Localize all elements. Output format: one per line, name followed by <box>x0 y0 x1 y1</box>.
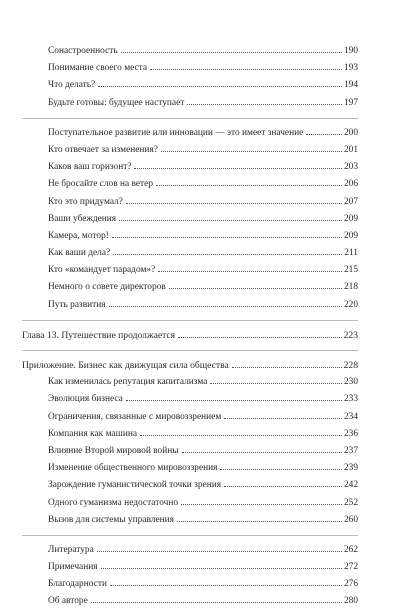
toc-entry-page: 220 <box>343 299 358 310</box>
toc-entry-title: Кто отвечает за изменения? <box>48 144 158 155</box>
toc-group <box>22 125 358 314</box>
dot-leader <box>177 521 342 522</box>
dot-leader <box>126 203 342 204</box>
toc-entry[interactable] <box>22 297 358 314</box>
toc-entry-page: 252 <box>343 497 358 508</box>
toc-entry-title: Ваши убеждения <box>48 213 117 224</box>
toc-entry[interactable] <box>22 495 358 512</box>
toc-chapter-entry[interactable] <box>22 327 358 344</box>
toc-entry-page: 223 <box>343 329 358 341</box>
dot-leader <box>158 271 342 272</box>
dot-leader <box>150 69 342 70</box>
toc-entry[interactable] <box>22 245 358 262</box>
toc-entry-page: 236 <box>343 428 358 439</box>
toc-entry-title: Примечания <box>48 562 98 573</box>
dot-leader <box>126 400 342 401</box>
toc-entry-page: 218 <box>343 282 358 293</box>
dot-leader <box>306 134 342 135</box>
toc-entry-title: Компания как машина <box>48 428 138 439</box>
toc-entry-page: 260 <box>343 514 358 525</box>
dot-leader <box>119 220 342 221</box>
toc-entry[interactable] <box>22 460 358 477</box>
toc-entry[interactable] <box>22 542 358 559</box>
toc-entry-page: 239 <box>343 463 358 474</box>
dot-leader <box>224 486 342 487</box>
toc-entry[interactable] <box>22 194 358 211</box>
toc-entry-page: 203 <box>343 162 358 173</box>
dot-leader <box>187 104 342 105</box>
toc-entry[interactable] <box>22 512 358 529</box>
dot-leader <box>101 568 342 569</box>
toc-entry[interactable] <box>22 159 358 176</box>
toc-group <box>22 357 358 529</box>
toc-entry[interactable] <box>22 391 358 408</box>
toc-entry-page: 276 <box>343 579 358 590</box>
toc-entry-page: 206 <box>343 179 358 190</box>
toc-entry-page: 228 <box>343 360 358 371</box>
dot-leader <box>109 306 342 307</box>
toc-entry[interactable] <box>22 409 358 426</box>
toc-entry-title: Сонастроенность <box>48 46 118 56</box>
toc-entry-title: Понимание своего места <box>48 63 148 74</box>
dot-leader <box>182 452 342 453</box>
toc-entry-title: Влияние Второй мировой войны <box>48 445 179 456</box>
toc-entry-title: Как ваши дела? <box>48 248 111 259</box>
toc-entry[interactable] <box>22 43 358 60</box>
dot-leader <box>97 551 342 552</box>
toc-entry-page: 262 <box>343 544 358 555</box>
toc-entry[interactable] <box>22 593 358 610</box>
toc-entry[interactable] <box>22 95 358 112</box>
toc-entry-title: Кто это придумал? <box>48 196 123 207</box>
dot-leader <box>220 469 341 470</box>
toc-entry-page: 280 <box>343 596 358 607</box>
dot-leader <box>161 151 342 152</box>
toc-entry-title: Камера, мотор! <box>48 230 109 241</box>
toc-group <box>22 38 358 112</box>
toc-entry[interactable] <box>22 426 358 443</box>
toc-entry-title: Не бросайте слов на ветер <box>48 179 154 190</box>
toc-entry-page: 233 <box>343 394 358 405</box>
toc-entry-title: Что делать? <box>48 80 96 91</box>
toc-entry-title: Как изменилась репутация капитализма <box>48 377 208 388</box>
dot-leader <box>156 185 342 186</box>
toc-entry[interactable] <box>22 559 358 576</box>
toc-entry-title: Об авторе <box>48 596 88 607</box>
toc-entry-title: Кто «командует парадом»? <box>48 265 156 276</box>
toc-entry-page: 242 <box>343 480 358 491</box>
toc-entry-title: Вызов для системы управления <box>48 514 174 525</box>
dot-leader <box>98 86 342 87</box>
dot-leader <box>112 237 342 238</box>
toc-entry-title: Приложение. Бизнес как движущая сила общества <box>22 360 229 371</box>
dot-leader <box>113 254 342 255</box>
toc-entry-page: 230 <box>343 377 358 388</box>
toc-group <box>22 542 358 611</box>
dot-leader <box>140 435 342 436</box>
dot-leader <box>91 602 342 603</box>
toc-entry-page: 209 <box>343 230 358 241</box>
dot-leader <box>210 383 342 384</box>
toc-entry[interactable] <box>22 60 358 77</box>
toc-entry-page: 215 <box>343 265 358 276</box>
toc-entry[interactable] <box>22 176 358 193</box>
toc-entry-title: Каков ваш горизонт? <box>48 162 132 173</box>
dot-leader <box>232 367 342 368</box>
toc-entry[interactable] <box>22 477 358 494</box>
toc-entry-title: Глава 13. Путешествие продолжается <box>22 329 176 341</box>
toc-entry[interactable] <box>22 262 358 279</box>
toc-chapter-entry[interactable] <box>22 357 358 374</box>
toc-entry-page: 211 <box>344 248 358 259</box>
toc-entry-title: Поступательное развитие или инновации — это имеет значение <box>48 127 304 138</box>
toc-entry-title: Благодарности <box>48 579 107 590</box>
toc-entry[interactable] <box>22 211 358 228</box>
toc-entry-title: Изменение общественного мировоззрения <box>48 463 218 474</box>
toc-entry[interactable] <box>22 374 358 391</box>
toc-entry[interactable] <box>22 77 358 94</box>
dot-leader <box>169 288 342 289</box>
toc-entry[interactable] <box>22 125 358 142</box>
toc-entry-page: 234 <box>343 411 358 422</box>
toc-entry[interactable] <box>22 142 358 159</box>
toc-entry[interactable] <box>22 228 358 245</box>
toc-entry-title: Немного о совете директоров <box>48 282 166 293</box>
dot-leader <box>121 52 342 53</box>
table-of-contents <box>22 38 358 611</box>
dot-leader <box>178 337 342 338</box>
toc-group <box>22 327 358 344</box>
toc-entry-title: Будьте готовы: будущее наступает <box>48 97 185 108</box>
toc-entry-title: Ограничения, связанные с мировоззрением <box>48 411 222 422</box>
toc-entry-title: Одного гуманизма недостаточно <box>48 497 179 508</box>
toc-entry[interactable] <box>22 279 358 296</box>
toc-entry-page: 200 <box>343 127 358 138</box>
dot-leader <box>224 418 342 419</box>
toc-entry-page: 207 <box>343 196 358 207</box>
toc-entry[interactable] <box>22 576 358 593</box>
toc-entry-page: 194 <box>343 80 358 91</box>
toc-entry-title: Литература <box>48 544 94 555</box>
toc-entry-page: 190 <box>343 46 358 56</box>
toc-entry-page: 272 <box>343 562 358 573</box>
toc-entry-page: 193 <box>343 63 358 74</box>
toc-entry-page: 209 <box>343 213 358 224</box>
toc-entry-title: Эволюция бизнеса <box>48 394 123 405</box>
toc-entry-page: 197 <box>343 97 358 108</box>
toc-entry[interactable] <box>22 443 358 460</box>
dot-leader <box>134 168 341 169</box>
toc-entry-title: Зарождение гуманистической точки зрения <box>48 480 222 491</box>
dot-leader <box>181 504 342 505</box>
dot-leader <box>110 585 342 586</box>
toc-entry-page: 201 <box>343 144 358 155</box>
toc-entry-page: 237 <box>343 445 358 456</box>
toc-entry-title: Путь развития <box>48 299 106 310</box>
